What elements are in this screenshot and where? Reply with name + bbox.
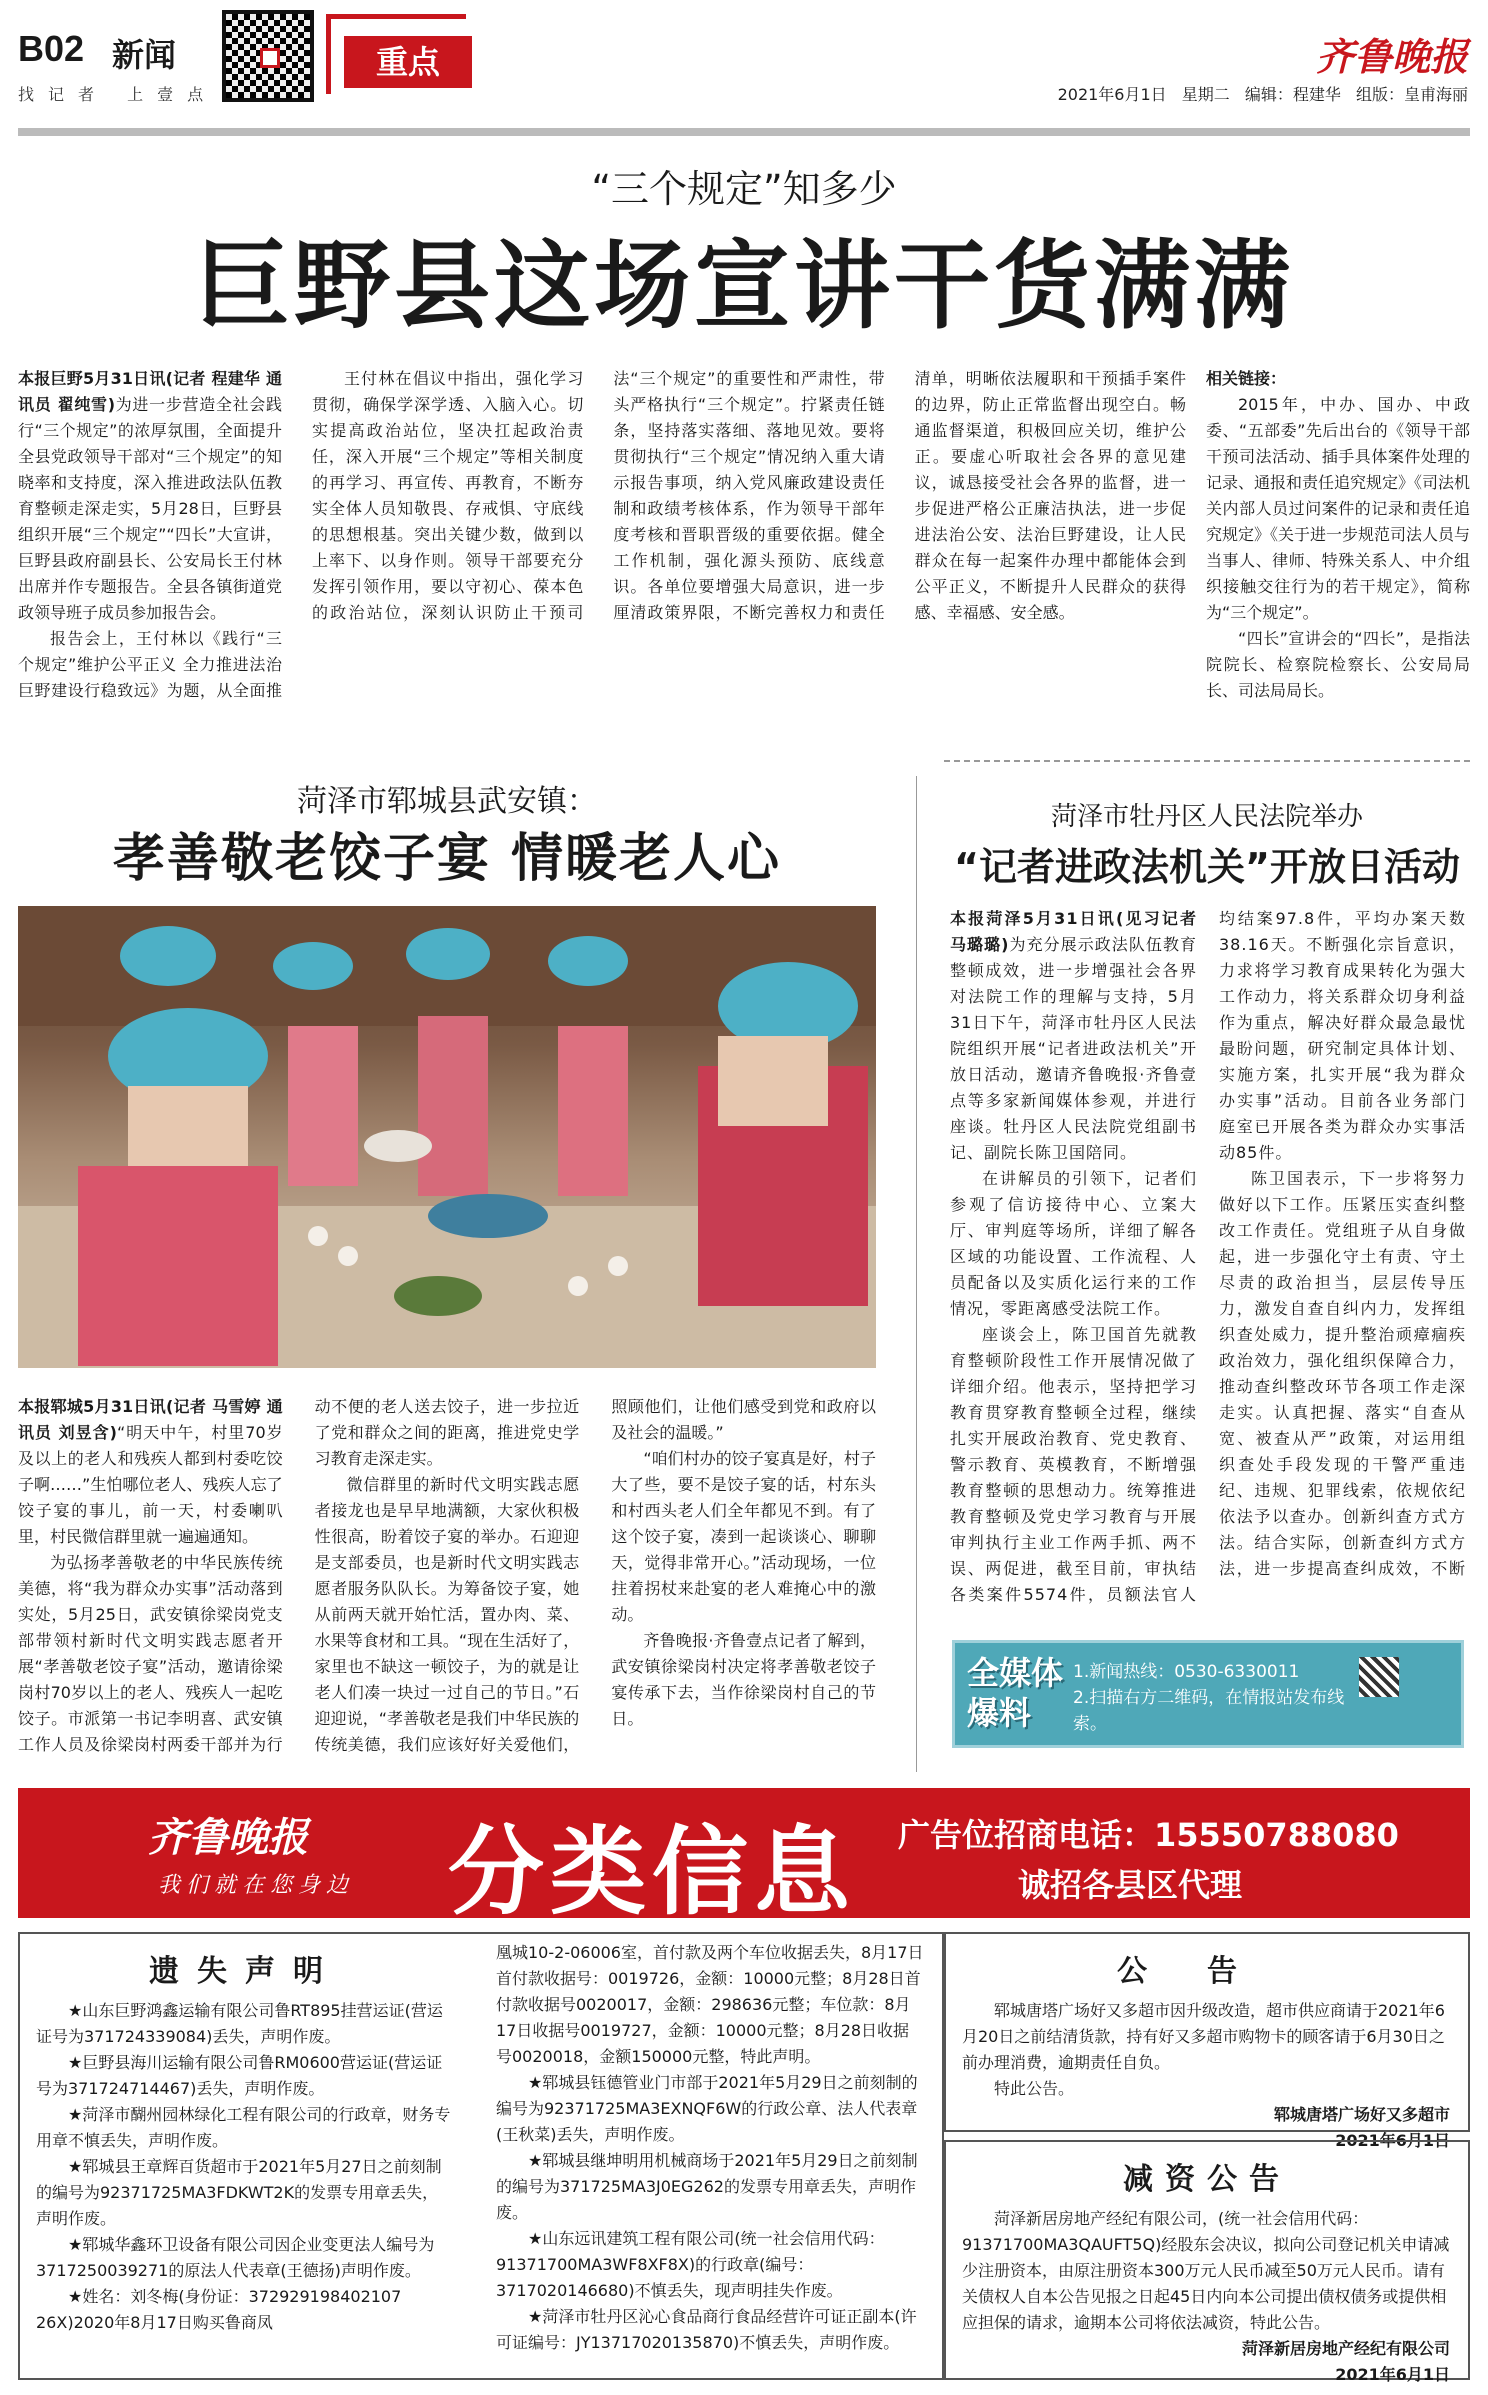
capital-reduction-box xyxy=(944,2140,1470,2384)
page-header xyxy=(0,0,1488,130)
capital-reduction-title: 减资公告 xyxy=(1123,2162,1291,2197)
announcement-date: 2021年6月1日 xyxy=(1335,2131,1450,2150)
story2-headline: 孝善敬老饺子宴 情暖老人心 xyxy=(112,829,782,889)
section-tag: 重点 xyxy=(344,36,472,88)
story3-text4: 陈卫国表示，下一步将努力做好以下工作。压紧压实查纠整改工作责任。党组班子从自身做起，进一步强化守土有责、守土尽责的政治担当，层层传导压力，激发自查自纠内力，发挥组织查处威力，提升整治顽瘴痼疾政治效力，强化组织保障合力，推动查纠整改环节各项工作走深走实。认真把握、落实“自查从宽、被查从严”政策，对运用组织查处手段发现的干警严重违纪、违规、犯罪线索，依规依纪依法予以查办。创新纠查方式方法。结合实际，创新查纠方式方法，进一步提高查纠成效，不断 xyxy=(1219,1169,1466,1578)
lost-item: ★郓城华鑫环卫设备有限公司因企业变更法人编号为3717250039271的原法人代表章(王德扬)声明作废。 xyxy=(36,2235,435,2280)
story1-headline: 巨野县这场宣讲干货满满 xyxy=(194,230,1294,342)
divider xyxy=(944,760,1470,762)
capital-reduction-date: 2021年6月1日 xyxy=(1335,2365,1450,2384)
lost-notice-right xyxy=(480,1940,940,2356)
story1-lead: 本报巨野5月31日讯(记者 程建华 通讯员 翟纯雪) xyxy=(18,369,282,414)
qr-code-icon xyxy=(222,10,314,102)
page-number: B02 xyxy=(18,28,85,69)
story3-body xyxy=(950,906,1466,1620)
announcement-signer: 郓城唐塔广场好又多超市 xyxy=(1273,2105,1450,2124)
story3-text2: 在讲解员的引领下，记者们参观了信访接待中心、立案大厅、审判庭等场所，详细了解各区域的功能设置、工作流程、人员配备以及实质化运行来的工作情况，零距离感受法院工作。 xyxy=(950,1169,1197,1318)
lost-item: ★郓城县钰德管业门市部于2021年5月29日之前刻制的编号为92371725MA3EXNQF6W的行政公章、法人代表章(王秋菜)丢失，声明作废。 xyxy=(496,2073,918,2144)
lost-item: ★姓名：刘冬梅(身份证：372929198402107 26X)2020年8月17日购买鲁商凤 xyxy=(36,2287,402,2332)
brand-logo: 齐鲁晚报 xyxy=(1315,34,1468,79)
lost-item: ★郓城县王章辉百货超市于2021年5月27日之前刻制的编号为92371725MA3FDKWT2K的发票专用章丢失，声明作废。 xyxy=(36,2157,442,2228)
story2-lead: 本报郓城5月31日讯(记者 马雪婷 通讯员 刘昱含) xyxy=(18,1397,283,1442)
story1-kicker: “三个规定”知多少 xyxy=(591,167,897,211)
classified-banner xyxy=(18,1788,1470,1928)
story1-text1: 为进一步营造全社会践行“三个规定”的浓厚氛围，全面提升全县党政领导干部对“三个规定”的知晓率和支持度，深入推进政法队伍教育整顿走深走实，5月28日，巨野县组织开展“三个规定”“四长”大宣讲，巨野县政府副县长、公安局长王付林出席并作专题报告。全县各镇街道党政领导班子成员参加报告会。 xyxy=(18,395,282,622)
lost-notice-left xyxy=(20,1998,470,2336)
announcement-text: 郓城唐塔广场好又多超市因升级改造，超市供应商请于2021年6月20日之前结清货款，持有好又多超市购物卡的顾客请于6月30日之前办理消费，逾期责任自负。 xyxy=(962,2001,1445,2072)
lost-notice-title: 遗失声明 xyxy=(149,1954,341,1989)
column-divider xyxy=(916,776,917,1772)
section-name: 新闻 xyxy=(112,36,177,74)
story2-text3: 微信群里的新时代文明实践志愿者接龙也是早早地满额，大家伙积极性很高，盼着饺子宴的举办。石迎迎是支部委员，也是新时代文明实践志愿者服务队队长。为筹备饺子宴，她从前两天就开始忙活，置办肉、菜、水果等食材和工具。“现在生活好了，家里也不缺这一顿饺子，为的就是让老人们凑一块过一过自己的节日。”石迎迎说，“孝善敬老是我们中华民族的传统美德，我们应该好好关爱他们，照顾他们，让他们感受到党和政府以及社会的温暖。” xyxy=(314,1397,876,1754)
classified-agent: 诚招各县区代理 xyxy=(1018,1866,1243,1904)
banner-line1: 1.新闻热线：0530-6330011 xyxy=(1073,1662,1300,1682)
lost-item: ★山东远讯建筑工程有限公司(统一社会信用代码：91371700MA3WF8XF8X)的行政章(编号：3717020146680)不慎丢失，现声明挂失作废。 xyxy=(496,2229,885,2300)
related-p2: “四长”宣讲会的“四长”，是指法院院长、检察院检察长、公安局局长、司法局局长。 xyxy=(1206,629,1470,700)
announcement-box xyxy=(944,1932,1470,2150)
tipoff-banner[interactable] xyxy=(952,1640,1464,1748)
announcement-end: 特此公告。 xyxy=(994,2079,1075,2098)
story3-lead: 本报菏泽5月31日讯(见习记者 马璐璐) xyxy=(950,909,1197,954)
issue-weekday: 星期二 xyxy=(1181,85,1230,104)
story3-text3: 座谈会上，陈卫国首先就教育整顿阶段性工作开展情况做了详细介绍。他表示，坚持把学习教育贯穿教育整顿全过程，继续扎实开展政治教育、党史教育、警示教育、英模教育，不断增强教育整顿的思想动力。统筹推进教育整顿及党史学习教育与开展审判执行主业工作两手抓、两不误、两促进，截至目前，审执结各类案件5574件，员额法官人均结案97.8件，平均办案天数38.16天。不断强化宗旨意识，力求将学习教育成果转化为强大工作动力，将关系群众切身利益作为重点，解决好群众最急最忧最盼问题，研究制定具体计划、实施方案，扎实开展“我为群众办实事”活动。目前各业务部门庭室已开展各类为群众办实事活动85件。 xyxy=(950,909,1466,1604)
story1-col1 xyxy=(18,366,282,700)
story2-text2: 为弘扬孝善敬老的中华民族传统美德，将“我为群众办实事”活动落到实处，5月25日，武安镇徐梁岗党支部带领村新时代文明实践志愿者开展“孝善敬老饺子宴”活动，邀请徐梁岗村70岁以上的老人、残疾人一起吃饺子。市派第一书记李明喜、武安镇工作人员及徐梁岗村两委干部并为行动不便的老人送去饺子，进一步拉近了党和群众之间的距离，推进党史学习教育走深走实。 xyxy=(18,1397,580,1754)
story2-kicker: 菏泽市郓城县武安镇： xyxy=(297,784,597,819)
issue-date: 2021年6月1日 xyxy=(1057,85,1167,104)
story2-text5: 齐鲁晚报·齐鲁壹点记者了解到，武安镇徐梁岗村决定将孝善敬老饺子宴传承下去，当作徐梁岗村自己的节日。 xyxy=(611,1631,876,1728)
related-links xyxy=(1206,366,1470,700)
lost-notice-box xyxy=(18,1932,944,2380)
capital-reduction-signer: 菏泽新居房地产经纪有限公司 xyxy=(1241,2339,1450,2358)
banner-text xyxy=(1073,1659,1353,1737)
banner-title: 全媒体爆料 xyxy=(967,1654,1064,1732)
classified-title: 分类信息 xyxy=(448,1816,856,1928)
story1-text2: 报告会上，王付林以《践行“三个规定”维护公平正义 全力推进法治巨野建设行稳致远》为题，从全面推 xyxy=(18,629,282,700)
lost-item: 凰城10-2-06006室，首付款及两个车位收据丢失，8月17日首付款收据号：0019726，金额：10000元整；8月28日首付款收据号0020017，金额：298636元整；车位款：8月17日收据号0019727，金额：10000元整；8月28日收据号0020018，金额150000元整，特此声明。 xyxy=(496,1943,924,2066)
dumpling-photo xyxy=(18,906,876,1368)
lost-item: ★菏泽市醐州园林绿化工程有限公司的行政章，财务专用章不慎丢失，声明作废。 xyxy=(36,2105,451,2150)
classified-phone: 广告位招商电话：15550788080 xyxy=(898,1816,1399,1854)
story2-body xyxy=(18,1394,876,1772)
banner-line2: 2.扫描右方二维码，在情报站发布线索。 xyxy=(1073,1688,1345,1734)
lost-item: ★山东巨野鸿鑫运输有限公司鲁RT895挂营运证(营运证号为371724339084)丢失，声明作废。 xyxy=(36,2001,443,2046)
story3-kicker: 菏泽市牡丹区人民法院举办 xyxy=(1050,802,1363,832)
header-slogan: 找记者 上壹点 xyxy=(18,85,218,104)
layout-editor: 组版：皇甫海丽 xyxy=(1355,85,1468,104)
editor: 编辑：程建华 xyxy=(1244,85,1341,104)
lost-item: ★郓城县继坤明用机械商场于2021年5月29日之前刻制的编号为371725MA3J0EG262的发票专用章丢失，声明作废。 xyxy=(496,2151,918,2222)
story3-headline: “记者进政法机关”开放日活动 xyxy=(954,845,1460,889)
classified-brand: 齐鲁晚报 xyxy=(148,1814,308,1861)
story2-text1: “明天中午，村里70岁及以上的老人和残疾人都到村委吃饺子啊……”生怕哪位老人、残疾人忘了饺子宴的事儿，前一天，村委喇叭里，村民微信群里就一遍遍通知。 xyxy=(18,1423,283,1546)
capital-reduction-text: 菏泽新居房地产经纪有限公司，(统一社会信用代码：91371700MA3QAUFT5Q)经股东会决议，拟向公司登记机关申请减少注册资本，由原注册资本300万元人民币减至50万元人民币。请有关债权人自本公告见报之日起45日内向本公司提出债权债务或提供相应担保的请求，逾期本公司将依法减资，特此公告。 xyxy=(962,2209,1450,2332)
story1-body xyxy=(312,366,1186,700)
photo-illustration xyxy=(18,906,876,1368)
capital-reduction-body xyxy=(946,2206,1468,2336)
announcement-title: 公告 xyxy=(1117,1954,1297,1989)
header-rule xyxy=(18,128,1470,136)
header-meta xyxy=(1058,82,1468,105)
related-title: 相关链接： xyxy=(1206,369,1287,388)
story2-text4: “咱们村办的饺子宴真是好，村子大了些，要不是饺子宴的话，村东头和村西头老人们全年都见不到。有了这个饺子宴，凑到一起谈谈心、聊聊天，觉得非常开心。”活动现场，一位拄着拐杖来赴宴的老人难掩心中的激动。 xyxy=(611,1449,876,1624)
story1-text3: 王付林在倡议中指出，强化学习贯彻，确保学深学透、入脑入心。切实提高政治站位，坚决扛起政治责任，深入开展“三个规定”等相关制度的再学习、再宣传、再教育，不断夯实全体人员知敬畏、存戒惧、守底线的思想根基。突出关键少数，做到以上率下、以身作则。领导干部要充分发挥引领作用，要以守初心、葆本色的政治站位，深刻认识防止干预司法“三个规定”的重要性和严肃性，带头严格执行“三个规定”。拧紧责任链条，坚持落实落细、落地见效。要将贯彻执行“三个规定”情况纳入重大请示报告事项，纳入党风廉政建设责任制和政绩考核体系，作为领导干部年度考核和晋职晋级的重要依据。健全工作机制，强化源头预防、底线意识。各单位要增强大局意识，进一步厘清政策界限，不断完善权力和责任清单，明晰依法履职和干预插手案件的边界，防止正常监督出现空白。畅通监督渠道，积极回应关切，维护公正。要虚心听取社会各界的意见建议，诚恳接受社会各界的监督，进一步促进严格公正廉洁执法，进一步促进法治公安、法治巨野建设，让人民群众在每一起案件办理中都能体会到公平正义，不断提升人民群众的获得感、幸福感、安全感。 xyxy=(312,369,1186,622)
announcement-body xyxy=(946,1998,1468,2102)
classified-slogan: 我们就在您身边 xyxy=(158,1873,355,1898)
lost-item: ★巨野县海川运输有限公司鲁RM0600营运证(营运证号为371724714467)丢失，声明作废。 xyxy=(36,2053,443,2098)
story3-text1: 为充分展示政法队伍教育整顿成效，进一步增强社会各界对法院工作的理解与支持，5月31日下午，菏泽市牡丹区人民法院组织开展“记者进政法机关”开放日活动，邀请齐鲁晚报·齐鲁壹点等多家新闻媒体参观，并进行座谈。牡丹区人民法院党组副书记、副院长陈卫国陪同。 xyxy=(950,935,1197,1162)
related-p1: 2015年，中办、国办、中政委、“五部委”先后出台的《领导干部干预司法活动、插手具体案件处理的记录、通报和责任追究规定》《司法机关内部人员过问案件的记录和责任追究规定》《关于进一步规范司法人员与当事人、律师、特殊关系人、中介组织接触交往行为的若干规定》，简称为“三个规定”。 xyxy=(1206,395,1470,622)
lost-item: ★菏泽市牡丹区沁心食品商行食品经营许可证正副本(许可证编号：JY13717020135870)不慎丢失，声明作废。 xyxy=(496,2307,917,2352)
qr-code-icon xyxy=(1359,1657,1399,1697)
